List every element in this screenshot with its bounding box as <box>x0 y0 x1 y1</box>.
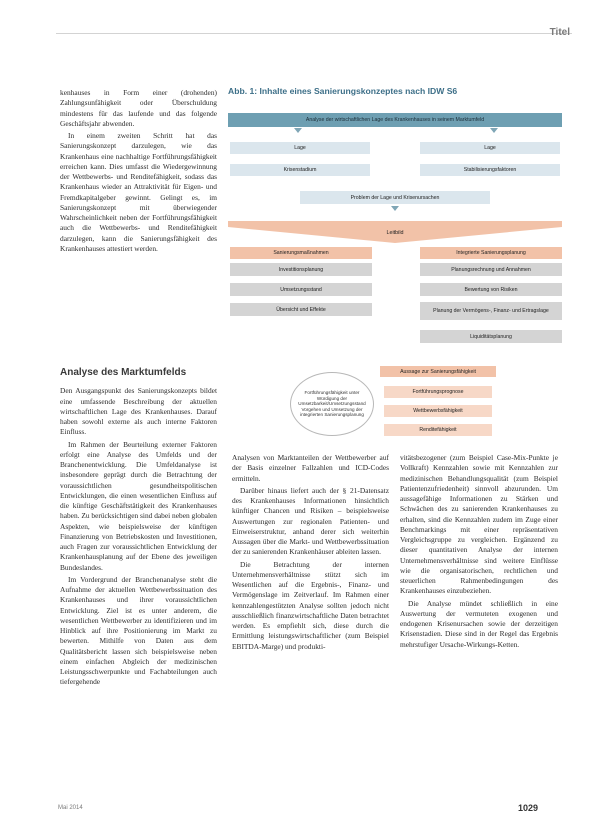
leitbild-banner <box>228 219 562 243</box>
lage-right-box: Lage <box>420 142 560 154</box>
paragraph: Die Betrachtung der internen Unternehmensverhältnisse stützt sich im Wesentlichen auf die Ergebnis-, Finanz- und Vermögenslage im Zeitverlauf. Im Rahmen einer kennzahlengestützten Analyse sollten jedoch nicht ausschließlich finanzwirtschaftliche Daten betrachtet werden. Es empfiehlt sich, diese durch die Ermittlung leistungswirtschaftlicher (zum Beispiel EBITDA-Marge) und produkti- <box>232 559 389 651</box>
conclusion-item: Fortführungsprognose <box>384 386 492 398</box>
right-box: Planung der Vermögens-, Finanz- und Ertragslage <box>420 302 562 320</box>
section-heading: Analyse des Marktumfelds <box>60 367 187 378</box>
column-1-bottom <box>60 350 217 690</box>
conclusion-item: Renditefähigkeit <box>384 424 492 436</box>
conclusion-header: Aussage zur Sanierungsfähigkeit <box>380 366 496 377</box>
column-2 <box>232 453 389 654</box>
arrow-down-icon <box>490 128 498 133</box>
column-1-top <box>60 88 217 256</box>
right-box: Liquiditätsplanung <box>420 330 562 343</box>
paragraph: Die Analyse mündet schließlich in eine Auswertung der vermuteten exogenen und endogenen Krisenursachen sowie der derzeitigen Krisenstadien. Diese sind in der Regel das Ergebnis mehrstufiger Ursache-Wirkungs-Ketten. <box>400 598 558 649</box>
page-section-title: Titel <box>549 27 570 38</box>
column-3 <box>400 453 558 652</box>
lage-left-box: Lage <box>230 142 370 154</box>
figure-title: Abb. 1: Inhalte eines Sanierungskonzeptes nach IDW S6 <box>228 86 458 96</box>
right-box: Bewertung von Risiken <box>420 283 562 296</box>
right-box: Planungsrechnung und Annahmen <box>420 263 562 276</box>
leitbild-label: Leitbild <box>386 230 404 236</box>
arrow-down-icon <box>294 128 302 133</box>
left-box-header: Sanierungsmaßnahmen <box>230 247 372 259</box>
paragraph: kenhauses in Form einer (drohenden) Zahlungsunfähigkeit oder Überschuldung mindestens für das laufende und das folgende Geschäftsjahr abwenden. <box>60 88 217 128</box>
footer-date: Mai 2014 <box>58 805 83 811</box>
problem-box: Problem der Lage und Krisenursachen <box>300 191 490 204</box>
paragraph: vitätsbezogener (zum Beispiel Case-Mix-Punkte je Vollkraft) Kennzahlen sowie mit Kennzahlen zur medizinischen Behandlungsqualität (zum Beispiel Patientenzufriedenheit) sinnvoll abzurunden. Um aussagefähige Informationen zu Stärken und Schwächen des zu sanierenden Krankenhauses zu erhalten, sind die Kennzahlen zudem im Zuge einer Benchmarkings mit einer repräsentativen Vergleichsgruppe zu vergleichen. Ergänzend zu dieser quantitativen Analyse der internen Unternehmensverhältnisse sind weitere Einflüsse wie die organisatorischen, rechtlichen und steuerlichen Rahmenbedingungen des Krankenhauses einzubeziehen. <box>400 453 558 596</box>
left-box: Übersicht und Effekte <box>230 303 372 316</box>
right-box-header: Integrierte Sanierungsplanung <box>420 247 562 259</box>
paragraph: Im Vordergrund der Branchenanalyse steht die Aufnahme der aktuellen Wettbewerbssituation des Krankenhauses und ihrer voraussichtlichen Entwicklung. Ziel ist es unter anderem, die wesentlichen Wettbewerber zu identifizieren und im Hinblick auf ihre Positionierung im Markt zu bewerten. Mithilfe von Daten aus dem Qualitätsbericht lassen sich beispielsweise neben einem einfachen Abgleich der medizinischen Leistungsschwerpunkte und Fachabteilungen auch tiefergehende <box>60 574 217 687</box>
left-box: Umsetzungsstand <box>230 283 372 296</box>
conclusion-item: Wettbewerbsfähigkeit <box>384 405 492 417</box>
krisenstadium-box: Krisenstadium <box>230 164 370 176</box>
header-rule <box>56 24 572 34</box>
page-number: 1029 <box>517 803 538 813</box>
paragraph: Darüber hinaus liefert auch der § 21-Datensatz des Krankenhauses Informationen hinsichtlich künftiger Chancen und Risiken – beispielsweise Auswertungen zur regionalen Patienten- und Einweiserstruktur, anhand derer sich weiterhin Aussagen über die Markt- und Wettbewerbssituation der zu sanierenden Krankenhäuser ableiten lassen. <box>232 485 389 557</box>
paragraph: Analysen von Marktanteilen der Wettbewerber auf der Basis einzelner Fallzahlen und ICD-Codes ermitteln. <box>232 453 389 483</box>
figure-top-bar: Analyse der wirtschaftlichen Lage des Krankenhauses in seinem Marktumfeld <box>228 113 562 127</box>
arrow-down-icon <box>391 206 399 211</box>
paragraph: Den Ausgangspunkt des Sanierungskonzepts bildet eine umfassende Beschreibung der aktuellen wirtschaftlichen Lage des Krankenhauses. Darauf haben sowohl externe als auch interne Faktoren Einfluss. <box>60 386 217 437</box>
stabilisierung-box: Stabilisierungsfaktoren <box>420 164 560 176</box>
paragraph: In einem zweiten Schritt hat das Sanierungskonzept darzulegen, wie das Krankenhaus eine nachhaltige Fortführungsfähigkeit erreichen kann. Dies umfasst die Wiedergewinnung der Wettbewerbs- und Renditefähigkeit, sodass das Krankenhaus wieder an Attraktivität für Eigen- und Fremdkapitalgeber gewinnt. Gelingt es, im Sanierungskonzept mit überwiegender Wahrscheinlichkeit neben der Fortführungsfähigkeit auch die Wettbewerbs- und Renditefähigkeit darzulegen, kann die Sanierungsfähigkeit des Krankenhauses attestiert werden. <box>60 131 217 253</box>
fortfuehrung-oval: Fortführungsfähigkeit unter Würdigung der Umsetzbarkeit/Umsetzungsstand Vorgehen und Umsetzung der integrierten Sanierungsplanung <box>290 372 374 436</box>
left-box: Investitionsplanung <box>230 263 372 276</box>
paragraph: Im Rahmen der Beurteilung externer Faktoren erfolgt eine Analyse des Umfelds und der Branchenentwicklung. Die Umfeldanalyse ist insbesondere geprägt durch die Betrachtung der voraussichtlichen gesundheitspolitischen Entwicklungen, die einen wesentlichen Einfluss auf die künftige Geschäftstätigkeit des Krankenhauses haben. Zu berücksichtigen sind dabei neben globalen Aspekten, wie beispielsweise der künftigen Finanzierung von Betriebskosten und Investitionen, auch Fragen zur voraussichtlichen Entwicklung der Krankenhausplanung auf der Ebene des jeweiligen Bundeslandes. <box>60 439 218 572</box>
